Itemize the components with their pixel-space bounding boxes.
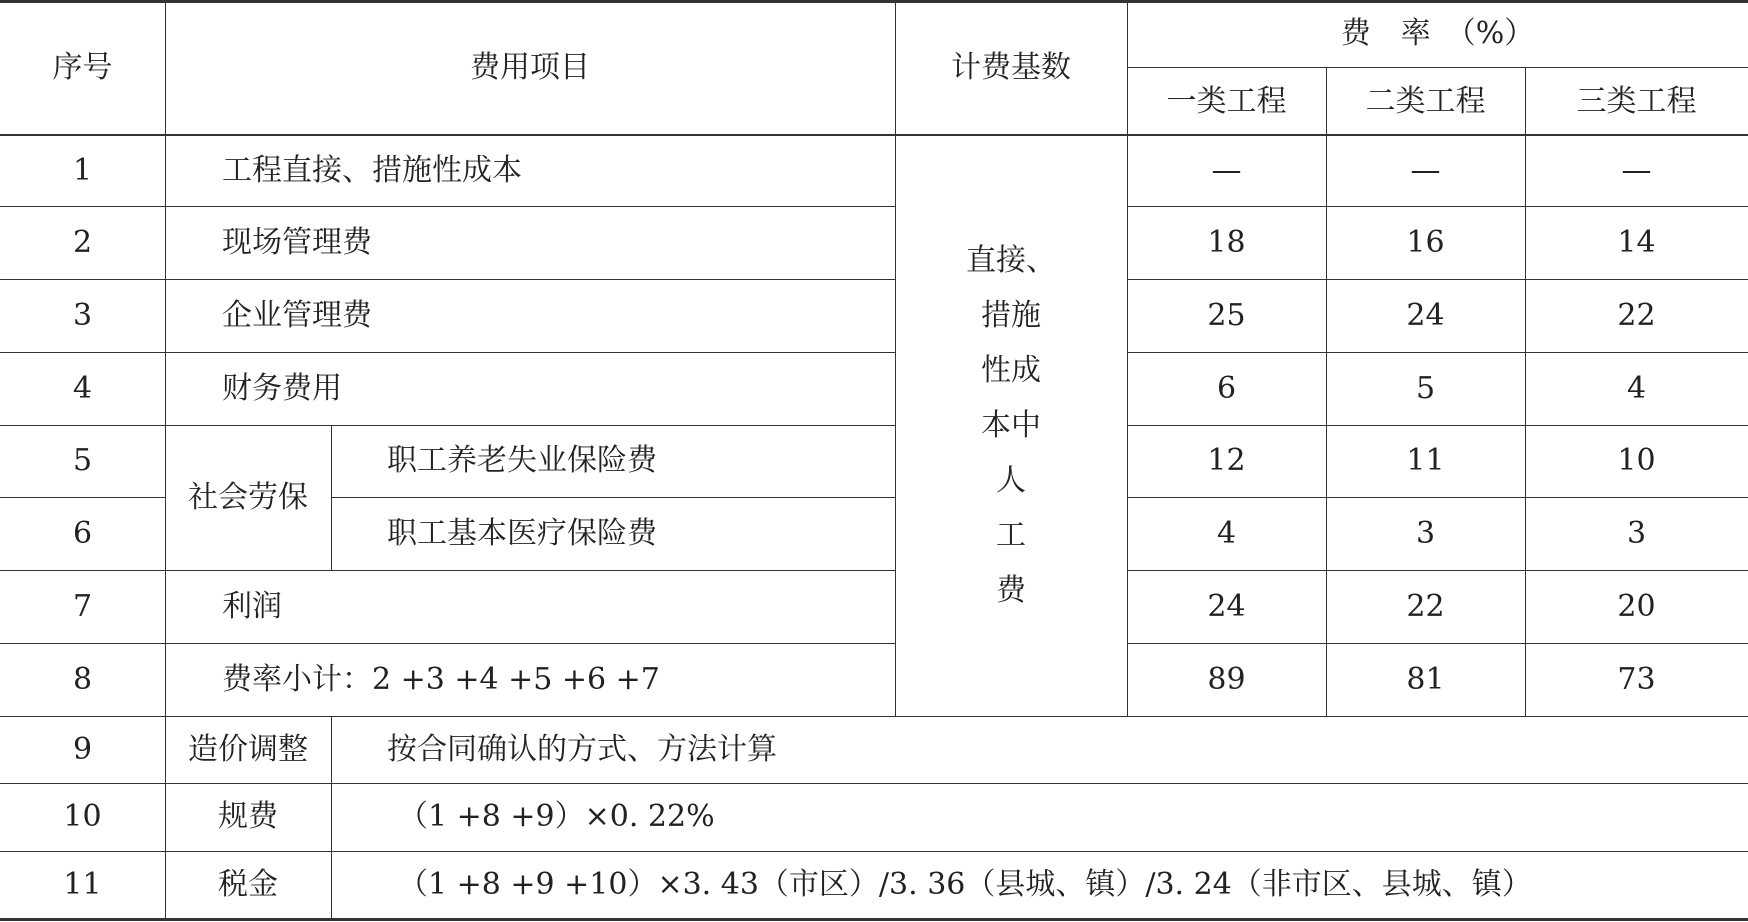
- row-rate-class3: —: [1621, 153, 1652, 188]
- basis-line: 直接、: [966, 243, 1056, 278]
- row-rate-class3: 4: [1626, 370, 1647, 406]
- row-rate-class1: 12: [1207, 443, 1246, 478]
- row-no: 1: [72, 153, 93, 188]
- row-no: 7: [72, 588, 93, 624]
- row-line: [0, 497, 165, 498]
- row-item: 工程直接、措施性成本: [222, 153, 522, 188]
- row-rate-class3: 20: [1617, 588, 1656, 624]
- row-rate-class1: 89: [1207, 661, 1246, 697]
- basis-line: 人: [996, 463, 1026, 498]
- row-no: 10: [63, 799, 102, 834]
- header-basis: 计费基数: [951, 49, 1071, 85]
- row-label: 造价调整: [188, 731, 308, 767]
- row-line: [0, 783, 1748, 784]
- col-line: [165, 0, 166, 919]
- row-line: [0, 279, 895, 280]
- row-line: [1127, 279, 1748, 280]
- row-line: [331, 497, 895, 498]
- row-line: [0, 570, 895, 571]
- row-no: 4: [72, 370, 93, 406]
- row-line: [1127, 206, 1748, 207]
- social-insurance-group: 社会劳保: [188, 479, 308, 515]
- table-border-top: [0, 0, 1748, 3]
- basis-line: 费: [996, 573, 1026, 608]
- row-item: 职工养老失业保险费: [387, 443, 657, 478]
- row-item: 费率小计：2 +3 +4 +5 +6 +7: [222, 661, 660, 697]
- row-rate-class1: —: [1211, 153, 1242, 188]
- row-rate-class2: —: [1410, 153, 1441, 188]
- basis-merged-cell: [895, 135, 1127, 716]
- header-class3: 三类工程: [1576, 83, 1697, 119]
- col-line: [895, 0, 896, 717]
- header-seq: 序号: [52, 49, 113, 85]
- row-no: 9: [72, 731, 93, 767]
- col-line: [1127, 0, 1128, 717]
- row-item: 企业管理费: [222, 297, 372, 333]
- row-item: 利润: [222, 588, 282, 624]
- col-line: [1525, 67, 1526, 717]
- header-rate: 费 率 （%）: [1340, 16, 1535, 51]
- row-item: 现场管理费: [222, 225, 372, 260]
- row-rate-class1: 4: [1216, 515, 1237, 551]
- row-line: [1127, 570, 1748, 571]
- row-no: 5: [72, 443, 93, 478]
- row-no: 2: [72, 225, 93, 260]
- row-rate-class1: 24: [1207, 588, 1246, 624]
- basis-line: 措施: [981, 298, 1041, 333]
- header-class2: 二类工程: [1365, 83, 1486, 119]
- row-rate-class3: 73: [1617, 661, 1656, 697]
- basis-line: 工: [996, 518, 1026, 553]
- row-line: [0, 716, 1748, 717]
- header-bottom-line: [0, 134, 1748, 136]
- row-rate-class2: 5: [1415, 370, 1436, 406]
- row-line: [1127, 643, 1748, 644]
- table-border-bottom: [0, 918, 1748, 921]
- row-line: [1127, 497, 1748, 498]
- row-line: [0, 206, 895, 207]
- row-content: （1 +8 +9）×0. 22%: [398, 799, 715, 834]
- row-line: [1127, 352, 1748, 353]
- row-label: 税金: [218, 867, 278, 902]
- row-line: [1127, 425, 1748, 426]
- row-rate-class1: 18: [1207, 225, 1246, 260]
- header-item: 费用项目: [470, 49, 590, 85]
- row-item: 财务费用: [222, 370, 342, 406]
- row-no: 3: [72, 297, 93, 333]
- row-no: 8: [72, 661, 93, 697]
- row-rate-class2: 22: [1406, 588, 1445, 624]
- row-rate-class3: 14: [1617, 225, 1656, 260]
- row-rate-class2: 11: [1406, 443, 1445, 478]
- row-rate-class2: 81: [1406, 661, 1445, 697]
- row-rate-class3: 22: [1617, 297, 1656, 333]
- row-content: 按合同确认的方式、方法计算: [387, 731, 777, 767]
- row-rate-class3: 3: [1626, 515, 1647, 551]
- row-content: （1 +8 +9 +10）×3. 43（市区）/3. 36（县城、镇）/3. 24（非市区、县城、镇）: [398, 867, 1532, 902]
- row-rate-class3: 10: [1617, 443, 1656, 478]
- row-rate-class1: 6: [1216, 370, 1237, 406]
- row-line: [0, 425, 895, 426]
- row-no: 11: [63, 867, 102, 902]
- basis-line: 性成: [981, 353, 1041, 388]
- row-line: [0, 352, 895, 353]
- row-rate-class2: 24: [1406, 297, 1445, 333]
- row-no: 6: [72, 515, 93, 551]
- row-item: 职工基本医疗保险费: [387, 515, 657, 551]
- col-line: [331, 716, 332, 919]
- basis-line: 本中: [981, 408, 1041, 443]
- row-rate-class2: 3: [1415, 515, 1436, 551]
- col-line: [331, 425, 332, 570]
- header-class1: 一类工程: [1166, 83, 1287, 119]
- row-rate-class1: 25: [1207, 297, 1246, 333]
- row-line: [0, 851, 1748, 852]
- col-line: [1326, 67, 1327, 717]
- header-rate-divider: [1127, 67, 1748, 68]
- row-label: 规费: [218, 799, 278, 834]
- row-rate-class2: 16: [1406, 225, 1445, 260]
- row-line: [0, 643, 895, 644]
